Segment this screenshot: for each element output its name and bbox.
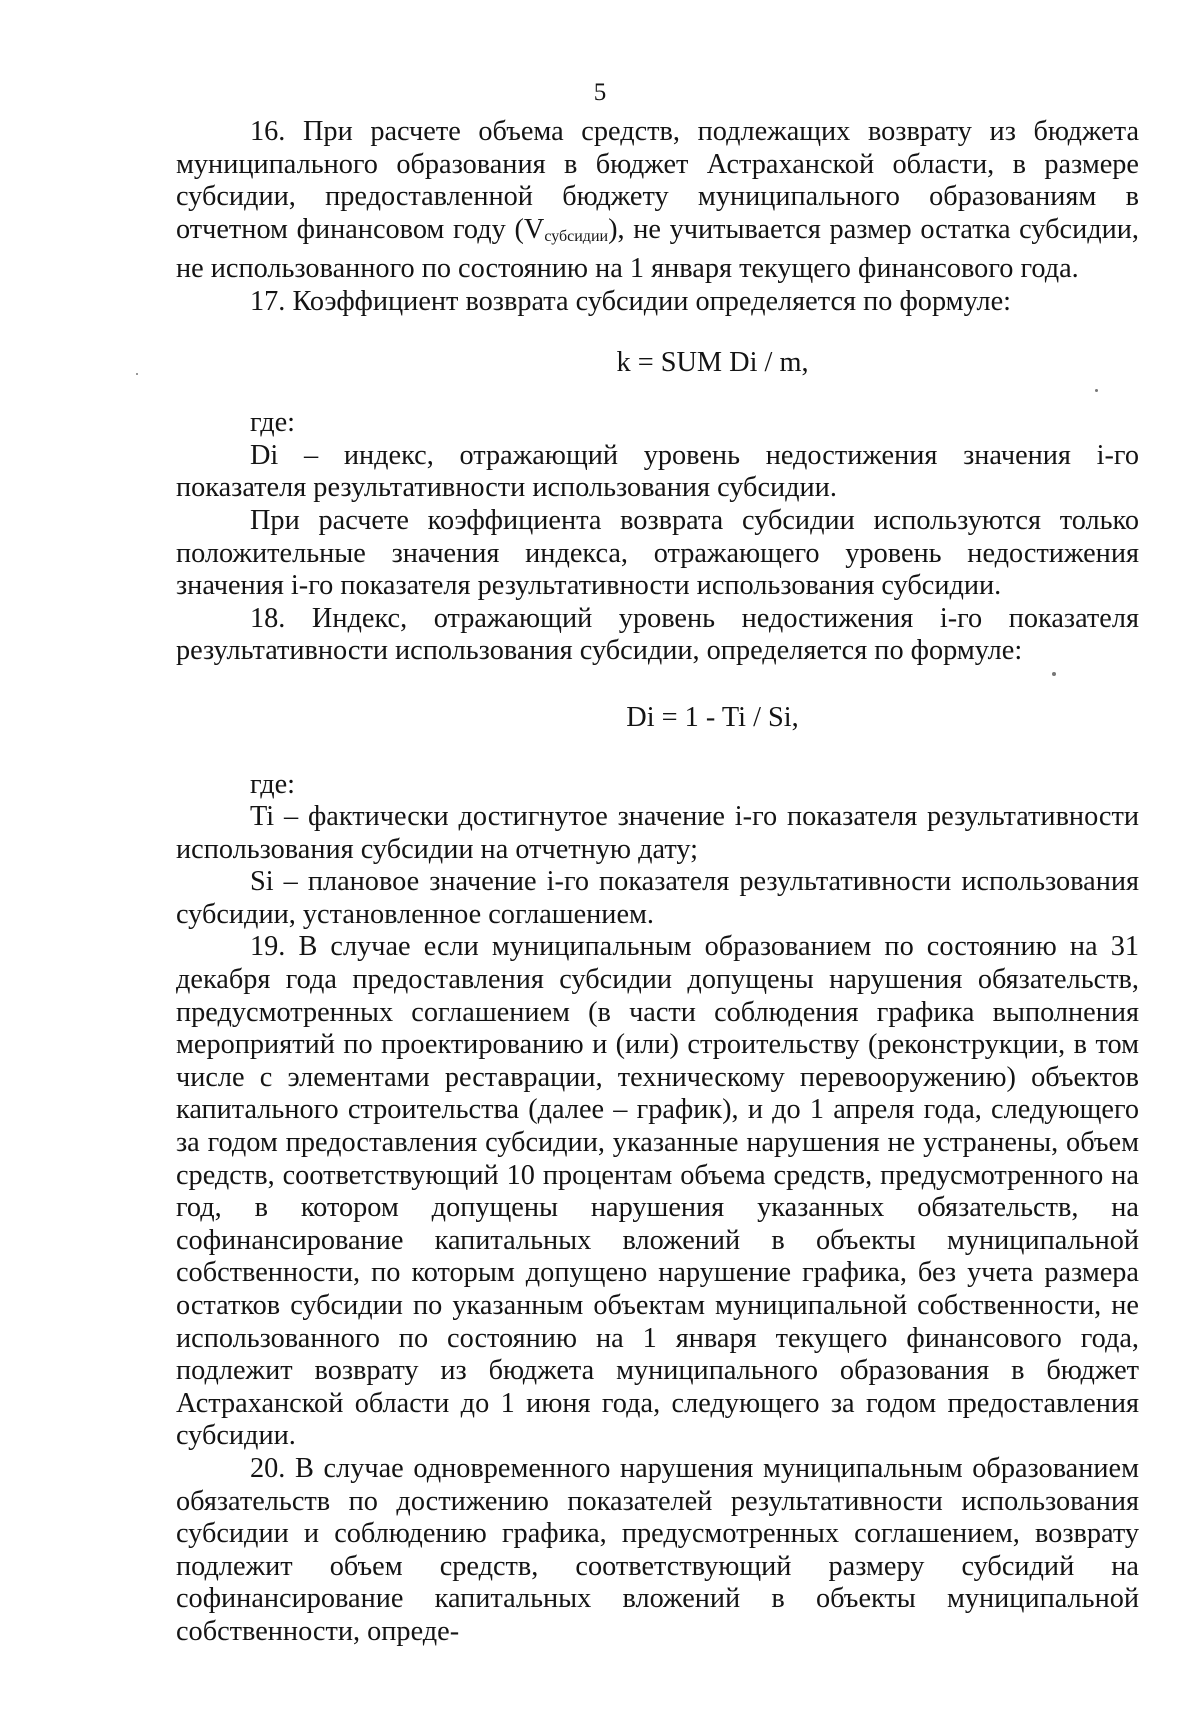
paragraph-19: 19. В случае если муниципальным образованием по состоянию на 31 декабря года предоставления субсидии допущены нарушения обязательств, предусмотренных соглашением (в части соблюдения графика выполнения мероприятий по проектированию и (или) строительству (реконструкции, в том числе с элементами реставрации, техническому перевооружению) объектов капитального строительства (далее – график), и до 1 апреля года, следующего за годом предоставления субсидии, указанные нарушения не устранены, объем средств, соответствующий 10 процентам объема средств, предусмотренного на год, в котором допущены нарушения указанных обязательств, на софинансирование капитальных вложений в объекты муниципальной собственности, по которым допущено нарушение графика, без учета размера остатков субсидии по указанным объектам муниципальной собственности, не использованного по состоянию на 1 января текущего финансового года, подлежит возврату из бюджета муниципального образования в бюджет Астраханской области до 1 июня года, следующего за годом предоставления субсидии. [176, 931, 1139, 1452]
scan-speck [1052, 672, 1056, 676]
definition-di: Di – индекс, отражающий уровень недостижения значения i-го показателя результативности использования субсидии. [176, 439, 1139, 504]
paragraph-positive-values: При расчете коэффициента возврата субсидии используются только положительные значения индекса, отражающего уровень недостижения значения i-го показателя результативности использования субсидии. [176, 504, 1139, 602]
paragraph-17: 17. Коэффициент возврата субсидии определяется по формуле: [250, 285, 1012, 317]
paragraph-16 [176, 116, 1139, 286]
paragraph-16-text-a: 16. При расчете объема средств, подлежащих возврату из бюджета муниципального образования в бюджет Астраханской области, в размере субсидии, предоставленной бюджету муниципального образованиям в отчетном финансовом году (V [176, 116, 1139, 245]
page-number: 5 [593, 79, 607, 106]
paragraph-18: 18. Индекс, отражающий уровень недостижения i-го показателя результативности использования субсидии, определяется по формуле: [176, 602, 1139, 667]
definition-ti: Ti – фактически достигнутое значение i-го показателя результативности использования субсидии на отчетную дату; [176, 801, 1139, 865]
scan-speck [136, 373, 138, 375]
paragraph-16-text-b: ), не учитывается размер остатка субсидии, не использованного по состоянию на 1 января текущего финансового года. [176, 213, 1139, 285]
scan-speck [1095, 389, 1098, 392]
definition-si: Si – плановое значение i-го показателя результативности использования субсидии, установленное соглашением. [176, 866, 1139, 930]
where-label-1: где: [250, 407, 296, 439]
formula-return-coefficient: k = SUM Di / m, [616, 346, 809, 378]
paragraph-20: 20. В случае одновременного нарушения муниципальным образованием обязательств по достижению показателей результативности использования субсидии и соблюдению графика, предусмотренных соглашением, возврату подлежит объем средств, соответствующий размеру субсидий на софинансирование капитальных вложений в объекты муниципальной собственности, опреде- [176, 1452, 1139, 1647]
subsidy-subscript: субсидии [544, 227, 609, 245]
document-body [176, 116, 1139, 1649]
formula-index-di: Di = 1 - Ti / Si, [626, 701, 799, 733]
where-label-2: где: [250, 768, 296, 800]
